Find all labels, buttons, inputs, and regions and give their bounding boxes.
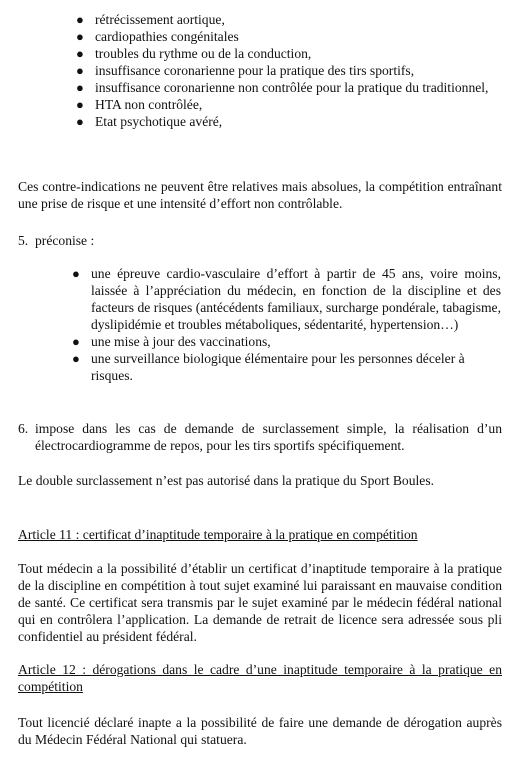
contraindications-paragraph: Ces contre-indications ne peuvent être relatives mais absolues, la compétition entraînant une prise de risque et une intensité d’effort non contrôlable. xyxy=(18,179,502,211)
bullet-icon: ● xyxy=(72,334,80,349)
bullet-icon: ● xyxy=(72,351,80,366)
bullet-icon: ● xyxy=(76,12,84,27)
list-item: ● une épreuve cardio-vasculaire d’effort à partir de 45 ans, voire moins, laissée à l’appréciation du médecin, en fonction de la discipline et des facteurs de risques (antécédents familiaux, surcharge pondérale, tabagisme, dyslipidémie et troubles métaboliques, sédentarité, hypertension…) xyxy=(72,266,501,332)
bullet-icon: ● xyxy=(76,46,84,61)
bullet-icon: ● xyxy=(76,63,84,78)
list-item: ● HTA non contrôlée, xyxy=(76,97,203,112)
recommendation-list xyxy=(72,265,501,384)
list-item: ● cardiopathies congénitales xyxy=(76,29,239,44)
list-item: ● troubles du rythme ou de la conduction, xyxy=(76,46,312,61)
bullet-icon: ● xyxy=(76,29,84,44)
item-number: 5. xyxy=(18,233,29,248)
bullet-icon: ● xyxy=(76,80,84,95)
list-item: ● une surveillance biologique élémentaire pour les personnes déceler à risques. xyxy=(72,351,465,383)
list-item: ● une mise à jour des vaccinations, xyxy=(72,334,271,349)
item-5 xyxy=(18,232,502,249)
article-11-heading: Article 11 : certificat d’inaptitude temporaire à la pratique en compétition xyxy=(18,527,418,542)
item-label: préconise : xyxy=(35,233,95,248)
item-6 xyxy=(18,420,502,454)
list-item: ● rétrécissement aortique, xyxy=(76,12,225,27)
article-11-text: Tout médecin a la possibilité d’établir un certificat d’inaptitude temporaire à la pratique de la discipline en compétition à tout sujet examiné lui paraissant en mauvaise condition de santé. Ce certificat sera transmis par le sujet examiné par le médecin fédéral national qui en contrôlera l’application. La demande de retrait de licence sera adressée sous pli confidentiel au président fédéral. xyxy=(18,561,502,644)
list-item: ● insuffisance coronarienne pour la pratique des tirs sportifs, xyxy=(76,63,415,78)
surclassement-paragraph: Le double surclassement n’est pas autorisé dans la pratique du Sport Boules. xyxy=(18,473,435,488)
article-12-heading: Article 12 : dérogations dans le cadre d’une inaptitude temporaire à la pratique en compétition xyxy=(18,662,502,694)
list-item: ● insuffisance coronarienne non contrôlée pour la pratique du traditionnel, xyxy=(76,80,489,95)
item-text: impose dans les cas de demande de surclassement simple, la réalisation d’un électrocardiogramme de repos, pour les tirs sportifs spécifiquement. xyxy=(35,421,502,453)
bullet-icon: ● xyxy=(76,114,84,129)
item-number: 6. xyxy=(18,421,29,436)
list-item: ● Etat psychotique avéré, xyxy=(76,114,223,129)
bullet-icon: ● xyxy=(76,97,84,112)
article-12-text: Tout licencié déclaré inapte a la possibilité de faire une demande de dérogation auprès du Médecin Fédéral National qui statuera. xyxy=(18,715,502,747)
bullet-icon: ● xyxy=(72,266,80,281)
contraindication-list xyxy=(76,11,505,130)
